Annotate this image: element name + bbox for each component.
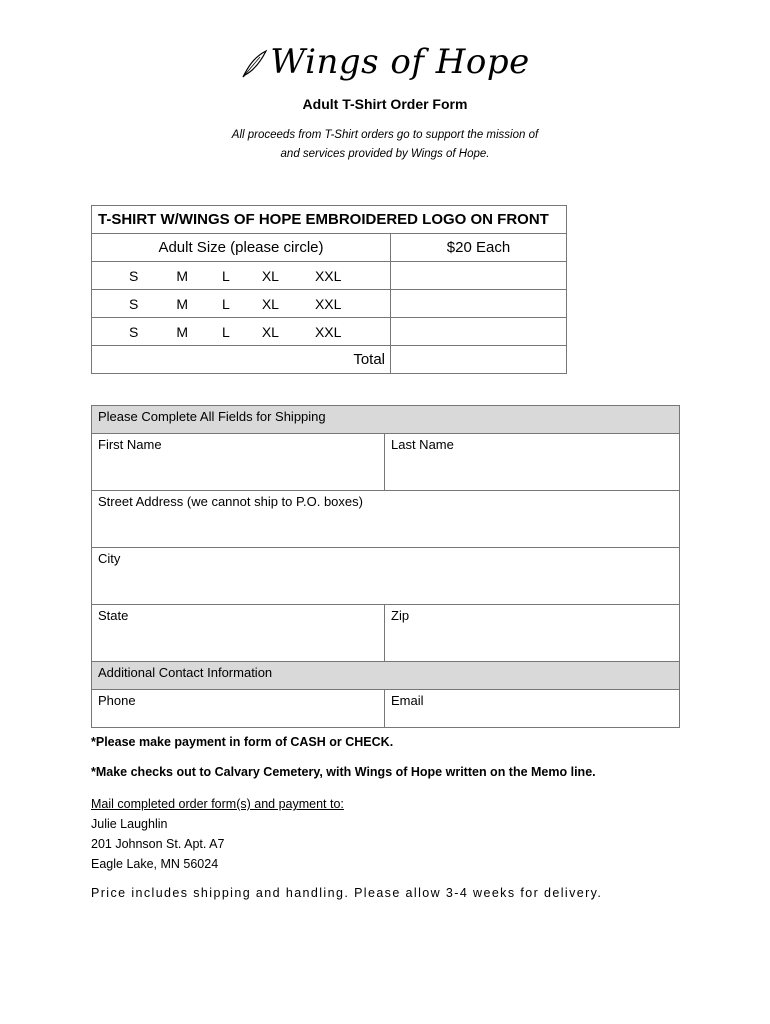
size-option[interactable]: XXL [314, 323, 342, 340]
feather-icon [240, 49, 268, 79]
table-row [92, 262, 567, 290]
size-option[interactable]: XXL [314, 267, 342, 284]
email-field[interactable] [385, 690, 680, 728]
state-label: State [98, 608, 129, 623]
mailing-heading: Mail completed order form(s) and payment to: [91, 797, 344, 811]
street-address-label: Street Address (we cannot ship to P.O. boxes) [98, 494, 363, 509]
last-name-label: Last Name [391, 437, 454, 452]
total-field[interactable] [391, 346, 567, 374]
phone-field[interactable] [92, 690, 385, 728]
city-field[interactable] [92, 548, 680, 605]
size-option[interactable]: S [129, 323, 139, 340]
payment-note: *Please make payment in form of CASH or CHECK. [91, 735, 394, 749]
footer-note: Price includes shipping and handling. Please allow 3-4 weeks for delivery. [91, 886, 603, 900]
first-name-label: First Name [98, 437, 162, 452]
subtitle-line-2: and services provided by Wings of Hope. [280, 148, 490, 160]
price-cell[interactable] [391, 318, 567, 346]
size-option[interactable]: XL [261, 295, 279, 312]
contact-section-label: Additional Contact Information [92, 662, 680, 690]
form-title: Adult T-Shirt Order Form [302, 96, 468, 112]
phone-label: Phone [98, 693, 136, 708]
price-cell[interactable] [391, 290, 567, 318]
email-label: Email [391, 693, 424, 708]
shipping-section-label: Please Complete All Fields for Shipping [92, 406, 680, 434]
price-column-header: $20 Each [391, 234, 567, 262]
size-option[interactable]: XL [261, 267, 279, 284]
table-row [92, 318, 567, 346]
size-column-header: Adult Size (please circle) [92, 234, 391, 262]
total-label: Total [92, 346, 391, 374]
size-option[interactable]: XL [261, 323, 279, 340]
mailing-street: 201 Johnson St. Apt. A7 [91, 837, 225, 851]
size-option[interactable]: M [176, 323, 189, 340]
mailing-address [91, 794, 344, 874]
size-option[interactable]: M [176, 267, 189, 284]
order-table [91, 205, 567, 374]
price-cell[interactable] [391, 262, 567, 290]
subtitle-line-1: All proceeds from T-Shirt orders go to support the mission of [231, 129, 539, 141]
mailing-name: Julie Laughlin [91, 817, 168, 831]
size-option[interactable]: L [222, 267, 230, 284]
last-name-field[interactable] [385, 434, 680, 491]
zip-label: Zip [391, 608, 410, 623]
street-address-field[interactable] [92, 491, 680, 548]
size-options[interactable] [92, 318, 391, 346]
state-field[interactable] [92, 605, 385, 662]
size-options[interactable] [92, 262, 391, 290]
table-row [92, 290, 567, 318]
logo-text: Wings of Hope [270, 42, 530, 82]
size-option[interactable]: S [129, 295, 139, 312]
mailing-city: Eagle Lake, MN 56024 [91, 857, 219, 871]
size-option[interactable]: S [129, 267, 139, 284]
size-option[interactable]: XXL [314, 295, 342, 312]
size-option[interactable]: L [222, 295, 230, 312]
size-option[interactable]: M [176, 295, 189, 312]
city-label: City [98, 551, 121, 566]
checks-note: *Make checks out to Calvary Cemetery, with Wings of Hope written on the Memo line. [91, 765, 596, 779]
first-name-field[interactable] [92, 434, 385, 491]
size-option[interactable]: L [222, 323, 230, 340]
order-table-heading: T-SHIRT W/WINGS OF HOPE EMBROIDERED LOGO ON FRONT [92, 206, 567, 234]
size-options[interactable] [92, 290, 391, 318]
zip-field[interactable] [385, 605, 680, 662]
logo [0, 42, 770, 82]
shipping-table [91, 405, 680, 728]
